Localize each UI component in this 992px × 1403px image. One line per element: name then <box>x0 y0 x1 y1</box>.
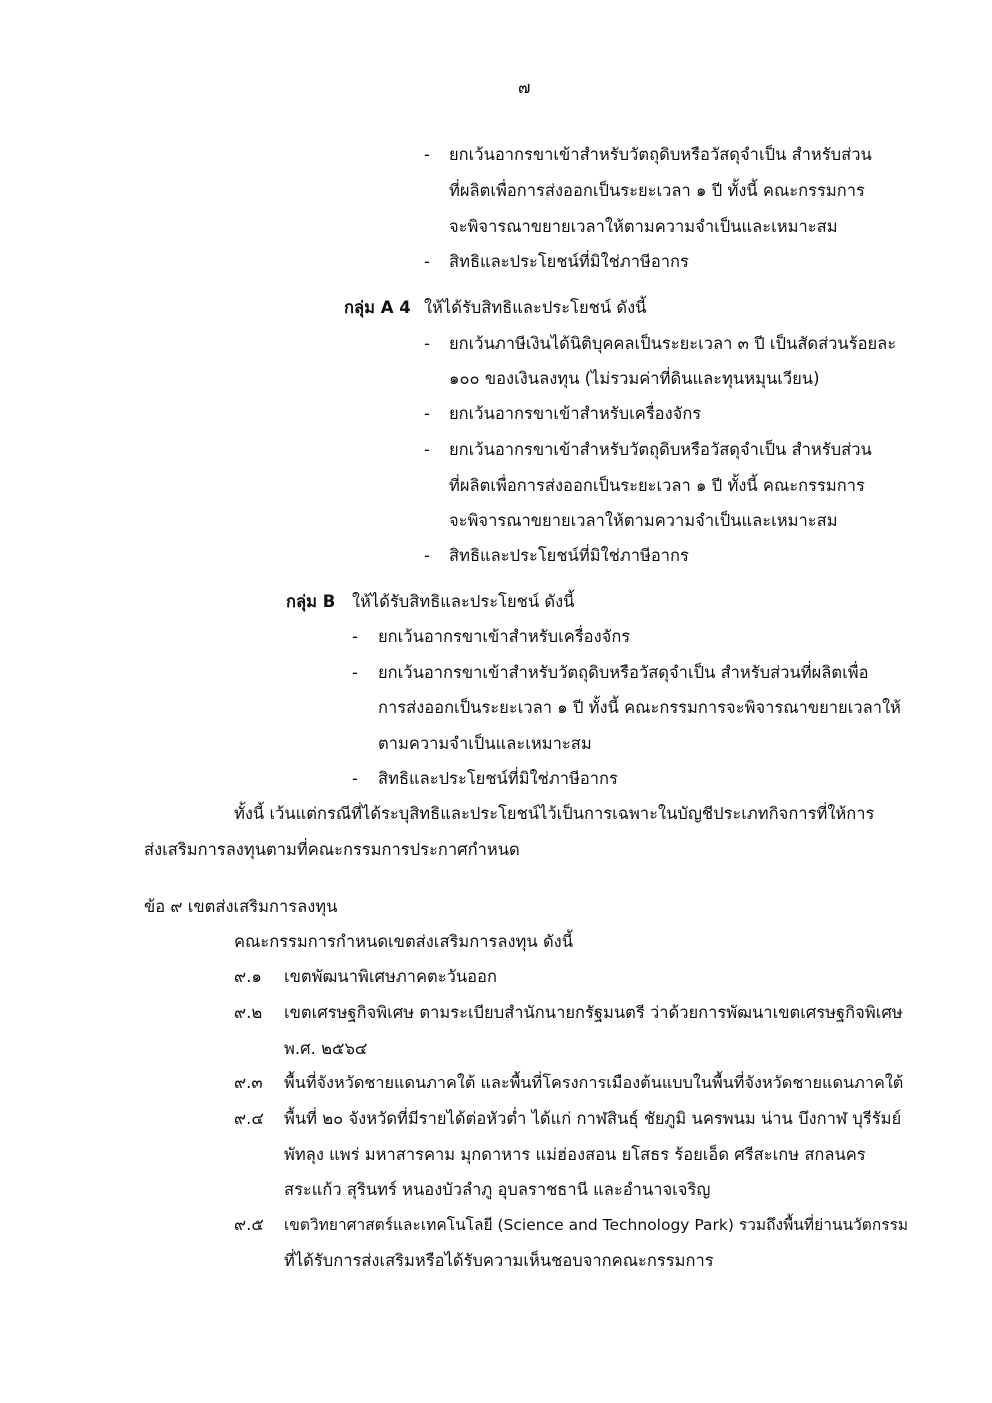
a3-line: ที่ผลิตเพื่อการส่งออกเป็นระยะเวลา ๑ ปี ทั้งนี้ คณะกรรมการ <box>449 181 865 200</box>
item-number: ๙.๑ <box>234 967 262 986</box>
dash: - <box>424 440 430 459</box>
dash: - <box>352 663 358 682</box>
item-line: เขตวิทยาศาสตร์และเทคโนโลยี (Science and Technology Park) รวมถึงพื้นที่ย่านนวัตกรรม <box>284 1216 909 1234</box>
item-line: พื้นที่ ๒๐ จังหวัดที่มีรายได้ต่อหัวต่ำ ได้แก่ กาฬสินธุ์ ชัยภูมิ นครพนม น่าน บึงกาฬ บุรีรัมย์ <box>284 1109 902 1128</box>
a3-line: จะพิจารณาขยายเวลาให้ตามความจำเป็นและเหมาะสม <box>449 217 838 236</box>
page-number: ๗ <box>518 78 531 97</box>
group-a4-intro: ให้ได้รับสิทธิและประโยชน์ ดังนี้ <box>424 298 647 317</box>
group-a4-line: ยกเว้นอากรขาเข้าสำหรับวัตถุดิบหรือวัสดุจำเป็น สำหรับส่วน <box>449 440 872 459</box>
group-a4-line: สิทธิและประโยชน์ที่มิใช่ภาษีอากร <box>449 546 689 565</box>
dash: - <box>424 404 430 423</box>
dash: - <box>352 627 358 646</box>
dash: - <box>352 769 358 788</box>
group-b-line: การส่งออกเป็นระยะเวลา ๑ ปี ทั้งนี้ คณะกรรมการจะพิจารณาขยายเวลาให้ <box>378 698 901 717</box>
item-line: ที่ได้รับการส่งเสริมหรือได้รับความเห็นชอบจากคณะกรรมการ <box>284 1251 714 1270</box>
section9-heading: ข้อ ๙ เขตส่งเสริมการลงทุน <box>144 897 338 916</box>
section9-intro: คณะกรรมการกำหนดเขตส่งเสริมการลงทุน ดังนี้ <box>234 932 573 951</box>
item-number: ๙.๒ <box>234 1003 263 1022</box>
item-number: ๙.๔ <box>234 1109 264 1128</box>
closing-line: ส่งเสริมการลงทุนตามที่คณะกรรมการประกาศกำหนด <box>144 840 520 859</box>
group-b-line: สิทธิและประโยชน์ที่มิใช่ภาษีอากร <box>378 769 618 788</box>
group-b-line: ยกเว้นอากรขาเข้าสำหรับวัตถุดิบหรือวัสดุจำเป็น สำหรับส่วนที่ผลิตเพื่อ <box>378 663 869 682</box>
a3-line: ยกเว้นอากรขาเข้าสำหรับวัตถุดิบหรือวัสดุจำเป็น สำหรับส่วน <box>449 145 872 164</box>
group-b-label: กลุ่ม B <box>286 592 336 611</box>
group-a4-line: ที่ผลิตเพื่อการส่งออกเป็นระยะเวลา ๑ ปี ทั้งนี้ คณะกรรมการ <box>449 476 865 495</box>
group-b-intro: ให้ได้รับสิทธิและประโยชน์ ดังนี้ <box>352 592 575 611</box>
dash: - <box>424 334 430 353</box>
item-line: พ.ศ. ๒๕๖๔ <box>284 1039 368 1058</box>
dash: - <box>424 252 430 271</box>
group-a4-label: กลุ่ม A 4 <box>344 298 411 317</box>
a3-line: สิทธิและประโยชน์ที่มิใช่ภาษีอากร <box>449 252 689 271</box>
dash: - <box>424 145 430 164</box>
item-line: พัทลุง แพร่ มหาสารคาม มุกดาหาร แม่ฮ่องสอน ยโสธร ร้อยเอ็ด ศรีสะเกษ สกลนคร <box>284 1145 866 1164</box>
group-a4-line: ๑๐๐ ของเงินลงทุน (ไม่รวมค่าที่ดินและทุนหมุนเวียน) <box>449 369 820 388</box>
item-number: ๙.๕ <box>234 1215 264 1234</box>
group-a4-line: จะพิจารณาขยายเวลาให้ตามความจำเป็นและเหมาะสม <box>449 511 838 530</box>
dash: - <box>424 546 430 565</box>
item-line: พื้นที่จังหวัดชายแดนภาคใต้ และพื้นที่โครงการเมืองต้นแบบในพื้นที่จังหวัดชายแดนภาคใต้ <box>284 1073 904 1092</box>
item-line: เขตเศรษฐกิจพิเศษ ตามระเบียบสำนักนายกรัฐมนตรี ว่าด้วยการพัฒนาเขตเศรษฐกิจพิเศษ <box>284 1003 903 1022</box>
item-line: เขตพัฒนาพิเศษภาคตะวันออก <box>284 967 497 986</box>
group-a4-line: ยกเว้นภาษีเงินได้นิติบุคคลเป็นระยะเวลา ๓ ปี เป็นสัดส่วนร้อยละ <box>449 334 897 353</box>
item-line: สระแก้ว สุรินทร์ หนองบัวลำภู อุบลราชธานี และอำนาจเจริญ <box>284 1180 711 1199</box>
group-a4-line: ยกเว้นอากรขาเข้าสำหรับเครื่องจักร <box>449 404 702 423</box>
group-b-line: ยกเว้นอากรขาเข้าสำหรับเครื่องจักร <box>378 627 631 646</box>
group-b-line: ตามความจำเป็นและเหมาะสม <box>378 734 592 753</box>
closing-line: ทั้งนี้ เว้นแต่กรณีที่ได้ระบุสิทธิและประโยชน์ไว้เป็นการเฉพาะในบัญชีประเภทกิจการที่ให้การ <box>234 804 875 823</box>
item-number: ๙.๓ <box>234 1073 263 1092</box>
